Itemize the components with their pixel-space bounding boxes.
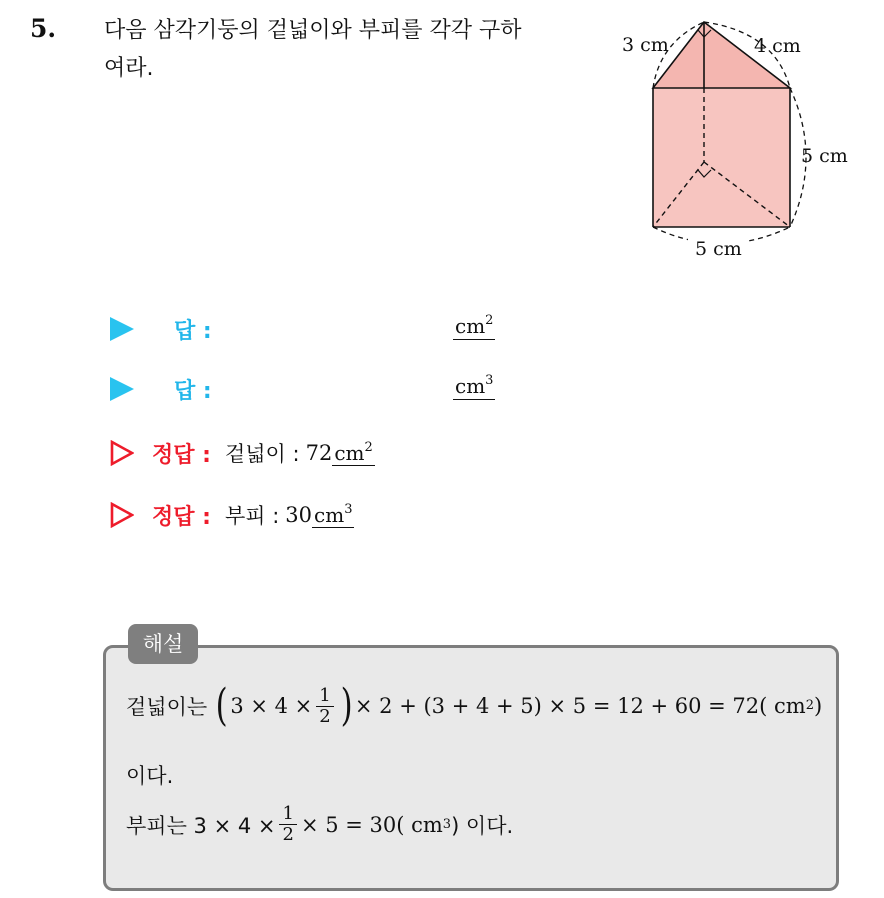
answer-label: 답 : <box>174 318 212 344</box>
solution-unit-exponent: 3 <box>344 501 353 517</box>
solution-unit-text: cm <box>334 440 365 465</box>
triangular-prism-figure <box>600 12 870 272</box>
answer-unit-exponent: 2 <box>485 313 494 328</box>
fraction-one-half <box>316 686 333 727</box>
solution-label: 정답 : <box>152 504 211 530</box>
explanation-line1-inner: 3 × 4 × <box>230 694 313 718</box>
fraction-denominator: 2 <box>319 705 331 727</box>
fraction-one-half <box>279 804 296 845</box>
explanation-line-2 <box>126 760 173 790</box>
answer-row-2 <box>110 372 212 406</box>
explanation-line1-rest: × 2 + (3 + 4 + 5) × 5 = 12 + 60 = 72( cm <box>354 694 806 718</box>
prism-front-face <box>653 88 790 227</box>
explanation-line3-rest: × 5 = 30( cm <box>300 812 443 837</box>
solution-row-2 <box>110 498 354 532</box>
answer-blank-1[interactable] <box>453 314 495 340</box>
solution-unit <box>332 441 374 466</box>
explanation-line-1: 겉넓이는 ( 3 × 4 × $\frac{1}{2}$ ) × 2 + (3 + 4 + 5) × 5 = 12 + 60 = 72( cm 2 ) <box>126 680 823 731</box>
question-text-line1: 다음 삼각기둥의 겉넓이와 부피를 각각 구하 <box>104 18 522 43</box>
answer-label: 답 : <box>174 378 212 404</box>
question-text <box>104 12 604 88</box>
solution-unit-text: cm <box>314 502 345 527</box>
label-3cm: 3 cm <box>622 34 669 56</box>
fraction-denominator: 2 <box>282 824 294 845</box>
answer-unit-exponent: 3 <box>485 373 494 388</box>
answer-row-1 <box>110 312 212 346</box>
solution-label: 정답 : <box>152 442 211 468</box>
solution-unit <box>312 503 354 528</box>
solution-row-1 <box>110 436 375 470</box>
fraction-numerator: 1 <box>316 686 333 707</box>
solution-unit-exponent: 2 <box>364 439 373 455</box>
prism-svg <box>600 12 870 272</box>
big-paren-close: ) <box>340 680 353 731</box>
explanation-line-3: 부피는 3 × 4 × $\frac{1}{2}$ × 5 = 30( cm 3 ) 이다. <box>126 803 514 845</box>
explanation-line3-prefix: 부피는 3 × 4 × <box>126 813 276 838</box>
answer-marker-icon <box>110 377 134 401</box>
answer-marker-icon <box>110 317 134 341</box>
question-number: 5. <box>30 14 57 43</box>
explanation-box <box>103 645 839 891</box>
solution-value: 72 <box>305 441 333 465</box>
solution-text: 겉넓이 : <box>224 442 300 466</box>
label-bottom-5cm: 5 cm <box>695 238 742 260</box>
label-height-5cm: 5 cm <box>801 145 848 167</box>
explanation-line3-close: ) 이다. <box>451 813 514 838</box>
question-text-line2: 여라. <box>104 56 154 81</box>
explanation-tag: 해설 <box>128 624 198 664</box>
explanation-line1-close: ) <box>813 694 823 718</box>
answer-blank-2[interactable] <box>453 374 495 400</box>
solution-marker-icon <box>110 440 134 466</box>
explanation-line1-prefix: 겉넓이는 <box>126 695 208 719</box>
fraction-numerator: 1 <box>279 804 296 825</box>
explanation-line2-text: 이다. <box>126 764 174 788</box>
answer-unit: cm <box>455 314 486 338</box>
answer-unit: cm <box>455 374 486 398</box>
label-4cm: 4 cm <box>754 35 801 57</box>
solution-marker-icon <box>110 502 134 528</box>
solution-text: 부피 : <box>224 504 280 528</box>
big-paren-open: ( <box>215 680 228 731</box>
solution-value: 30 <box>285 503 313 527</box>
